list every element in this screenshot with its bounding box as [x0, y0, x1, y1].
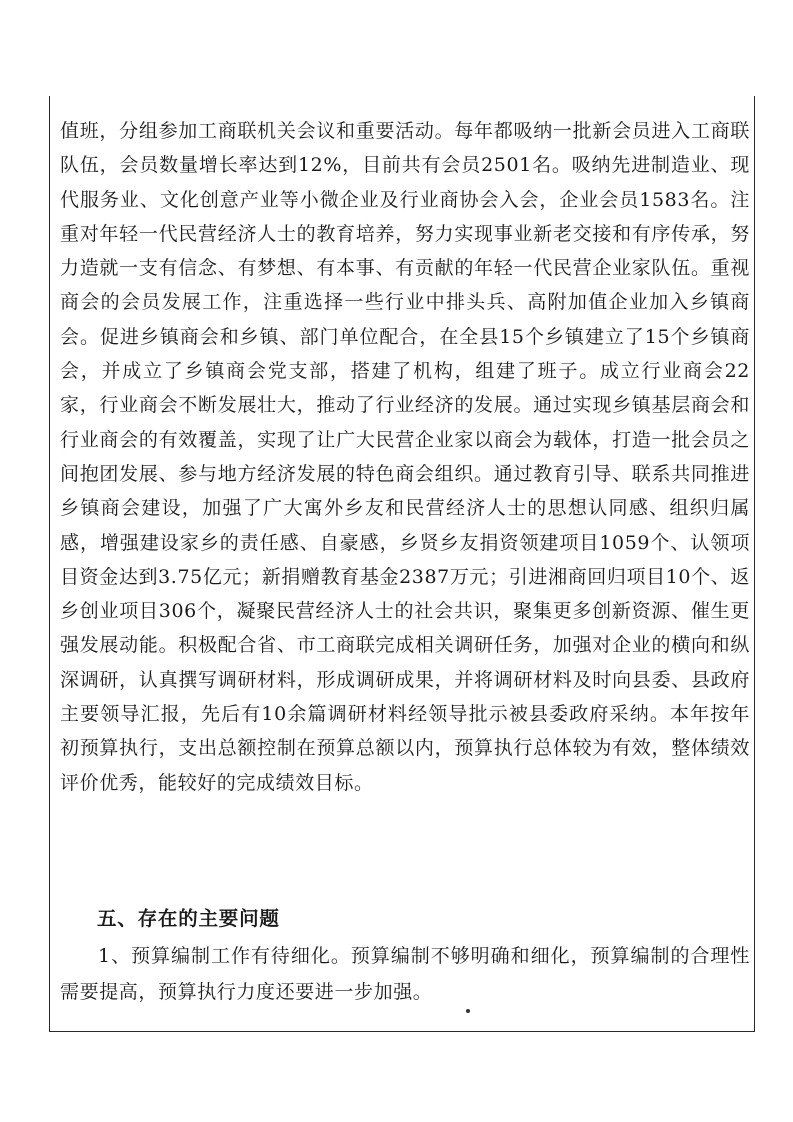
scan-speck — [466, 1009, 470, 1013]
problem-item-1: 1、预算编制工作有待细化。预算编制不够明确和细化，预算编制的合理性需要提高，预算执行力度还要进一步加强。 — [60, 945, 750, 1003]
section-heading: 五、存在的主要问题 — [97, 907, 280, 930]
body-paragraph: 值班，分组参加工商联机关会议和重要活动。每年都吸纳一批新会员进入工商联队伍，会员数量增长率达到12%，目前共有会员2501名。吸纳先进制造业、现代服务业、文化创意产业等小微企业及行业商协会入会，企业会员1583名。注重对年轻一代民营经济人士的教育培养，努力实现事业新老交接和有序传承，努力造就一支有信念、有梦想、有本事、有贡献的年轻一代民营企业家队伍。重视商会的会员发展工作，注重选择一些行业中排头兵、高附加值企业加入乡镇商会。促进乡镇商会和乡镇、部门单位配合，在全县15个乡镇建立了15个乡镇商会，并成立了乡镇商会党支部，搭建了机构，组建了班子。成立行业商会22家，行业商会不断发展壮大，推动了行业经济的发展。通过实现乡镇基层商会和行业商会的有效覆盖，实现了让广大民营企业家以商会为载体，打造一批会员之间抱团发展、参与地方经济发展的特色商会组织。通过教育引导、联系共同推进乡镇商会建设，加强了广大寓外乡友和民营经济人士的思想认同感、组织归属感，增强建设家乡的责任感、自豪感，乡贤乡友捐资领建项目1059个、认领项目资金达到3.75亿元；新捐赠教育基金2387万元；引进湘商回归项目10个、返乡创业项目306个，凝聚民营经济人士的社会共识，聚集更多创新资源、催生更强发展动能。积极配合省、市工商联完成相关调研任务，加强对企业的横向和纵深调研，认真撰写调研材料，形成调研成果，并将调研材料及时向县委、县政府主要领导汇报，先后有10余篇调研材料经领导批示被县委政府采纳。本年按年初预算执行，支出总额控制在预算总额以内，预算执行总体较为有效，整体绩效评价优秀，能较好的完成绩效目标。 — [60, 120, 750, 794]
